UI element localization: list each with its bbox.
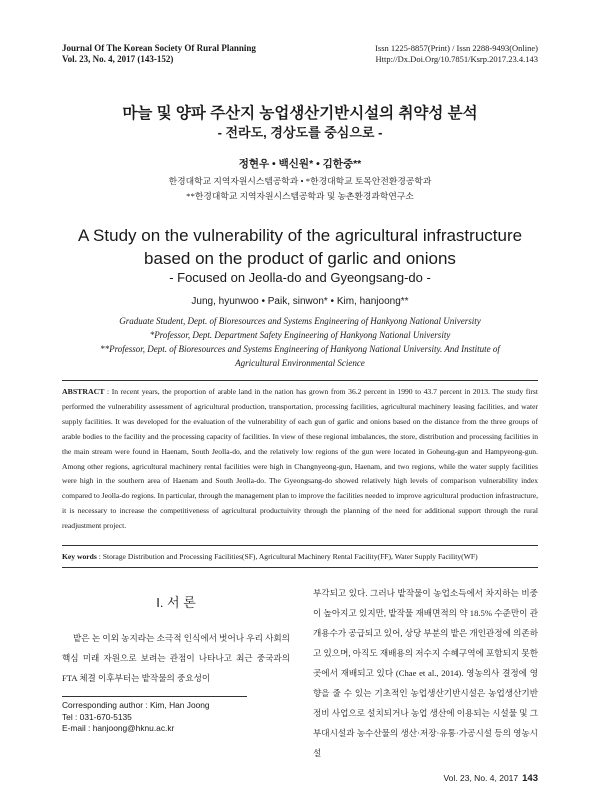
- english-title-line-2: based on the product of garlic and onions: [144, 249, 456, 268]
- abstract-text: In recent years, the proportion of arable land in the nation has grown from 36.2 percent in 1990 to 43.7 percent in 2013. The study first performed the vulnerability assessment of agricultural production, transportation, processing facilities, agricultural machinery leasing facilities, and water supply facilities. It was developed for the evaluation of the vulnerability of each gun of garlic and onions based on the distance from the three groups of arable bodies to the facility and the processing capacity of facilities. In view of these regional imbalances, the store, distribution and processing facilities in the main stream were found in Haenam, South Jeolla-do, and the relatively low regions of the gun were located in Goheung-gun and Hampyeong-gun. Among other regions, agricultural machinery rental facilities were high in Changnyeong-gun, Haenam, and two regions, while the water supply facilities were high in the southern area of Haenam and South Jeolla-do. The Gyeongsang-do showed relatively high levels of comparison vulnerability index compared to Jeolla-do regions. In particular, through the management plan to improve the facilities needed to improve agricultural production infrastructure, it is necessary to increase the competitiveness of agricultural productuivity through the planning of the need for additional support through the rural readjustment project.: [62, 387, 538, 531]
- journal-volume: Vol. 23, No. 4, 2017 (143-152): [62, 54, 174, 64]
- abstract-block: ABSTRACT : In recent years, the proportion of arable land in the nation has grown from 36.2 percent in 1990 to 43.7 percent in 2013. The study first performed the vulnerability assessment of agricultural production, transportation, processing facilities, agricultural machinery leasing facilities, and water supply facilities. It was developed for the evaluation of the vulnerability of each gun of garlic and onions based on the distance from the three groups of arable bodies to the facility and the processing capacity of facilities. In view of these regional imbalances, the store, distribution and processing facilities in the main stream were found in Haenam, South Jeolla-do, and the relatively low regions of the gun were located in Goheung-gun and Hampyeong-gun. Among other regions, agricultural machinery rental facilities were high in Changnyeong-gun, Haenam, and two regions, while the water supply facilities were high in the southern area of Haenam and South Jeolla-do. The Gyeongsang-do showed relatively high levels of comparison vulnerability index compared to Jeolla-do regions. In particular, through the management plan to improve the facilities needed to improve agricultural production infrastructure, it is necessary to increase the competitiveness of agricultural productuivity through the planning of the need for additional support through the rural readjustment project.: [62, 387, 538, 531]
- korean-authors: 정현우 • 백신원* • 김한중**: [238, 158, 362, 170]
- abstract-bottom-rule: [62, 545, 538, 546]
- korean-affiliation-1: 한경대학교 지역자원시스템공학과 • *한경대학교 토목안전환경공학과: [168, 176, 432, 186]
- page-number: 143: [522, 773, 538, 784]
- korean-subtitle: - 전라도, 경상도를 중심으로 -: [217, 125, 383, 140]
- correspondence-block: [62, 700, 210, 735]
- section-heading-introduction: I. 서 론: [156, 595, 196, 610]
- footer-issue: Vol. 23, No. 4, 2017: [443, 773, 519, 783]
- keywords-block: Key words : Storage Distribution and Processing Facilities(SF), Agricultural Machinery Rental Facility(FF), Water Supply Facility(WF): [62, 552, 478, 561]
- abstract-top-rule: [62, 380, 538, 381]
- page-footer: [443, 773, 538, 784]
- korean-title: 마늘 및 양파 주산지 농업생산기반시설의 취약성 분석: [122, 105, 478, 122]
- english-authors: Jung, hyunwoo • Paik, sinwon* • Kim, hanjoong**: [191, 296, 409, 307]
- abstract-label: ABSTRACT: [62, 387, 105, 396]
- journal-header: [62, 43, 256, 65]
- issn-text: Issn 1225-8857(Print) / Issn 2288-9493(Online): [375, 43, 538, 53]
- english-affiliation-1: Graduate Student, Dept. of Bioresources and Systems Engineering of Hankyong National University: [119, 316, 481, 326]
- english-affiliation-4: Agricultural Environmental Science: [235, 358, 365, 368]
- introduction-left-column: 밭은 논 이외 농지라는 소극적 인식에서 벗어나 우리 사회의 핵심 미래 자원으로 보려는 관점이 나타나고 최근 중국과의 FTA 체결 이후부터는 밭작물의 중요성이: [62, 633, 290, 683]
- footnote-rule: [62, 696, 247, 697]
- journal-name: Journal Of The Korean Society Of Rural Planning: [62, 43, 256, 53]
- keywords-text: Storage Distribution and Processing Facilities(SF), Agricultural Machinery Rental Facility(FF), Water Supply Facility(WF): [102, 552, 478, 561]
- issn-header: [375, 43, 538, 65]
- english-subtitle: - Focused on Jeolla-do and Gyeongsang-do -: [169, 270, 431, 285]
- corresponding-tel: Tel : 031-670-5135: [62, 711, 132, 722]
- introduction-right-column: 부각되고 있다. 그러나 밭작물이 농업소득에서 차지하는 비중이 높아지고 있지만, 밭작물 재배면적의 약 18.5% 수준만이 관개용수가 공급되고 있어, 상당 부분의 밭은 개인관정에 의존하고 있으며, 아직도 재배용의 저수지 수혜구역에 포함되지 못한 곳에서 재배되고 있다 (Chae et al., 2014). 영농의사 결정에 영향을 줄 수 있는 기초적인 농업생산기반시설은 농업생산기반 정비 사업으로 설치되거나 농업 생산에 이용되는 시설물 및 그 부대시설과 농수산물의 생산·저장·유통·가공시설 등의 영농시설: [313, 588, 538, 758]
- keywords-bottom-rule: [62, 567, 538, 568]
- corresponding-author: Corresponding author : Kim, Han Joong: [62, 700, 210, 710]
- english-title-line-1: A Study on the vulnerability of the agricultural infrastructure: [77, 226, 523, 245]
- korean-affiliation-2: **한경대학교 지역자원시스템공학과 및 농촌환경과학연구소: [186, 191, 414, 201]
- doi-link[interactable]: Http://Dx.Doi.Org/10.7851/Ksrp.2017.23.4.143: [375, 54, 538, 64]
- english-affiliation-3: **Professor, Dept. of Bioresources and Systems Engineering of Hankyong National University. And Institute of: [100, 344, 500, 354]
- english-affiliation-2: *Professor, Dept. Department Safety Engineering of Hankyong National University: [149, 330, 451, 340]
- corresponding-email[interactable]: E-mail : hanjoong@hknu.ac.kr: [62, 723, 175, 733]
- keywords-label: Key words: [62, 552, 97, 561]
